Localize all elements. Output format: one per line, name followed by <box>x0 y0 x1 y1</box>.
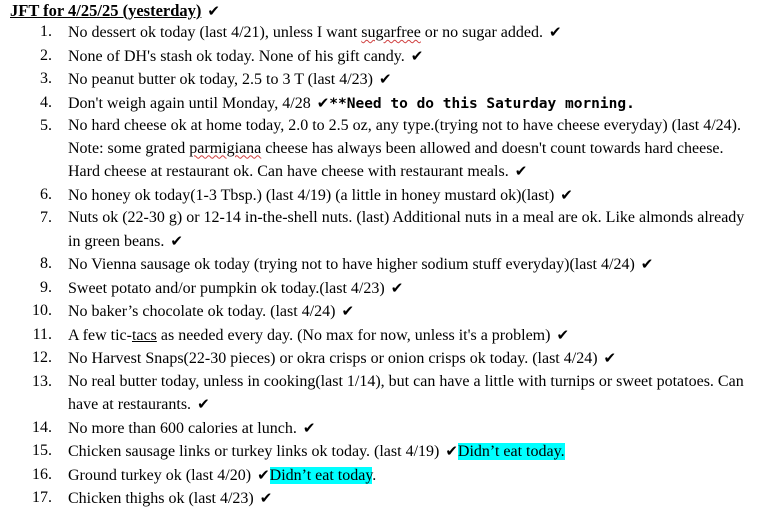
check-icon: ✔ <box>514 162 528 180</box>
check-icon: ✔ <box>259 489 273 507</box>
list-number: 10. <box>32 302 52 319</box>
list-item-text: Ground turkey ok (last 4/20) <box>68 466 252 484</box>
list-number: 14. <box>32 418 52 436</box>
list-item <box>10 45 758 69</box>
list-item <box>10 440 758 464</box>
list-number: 13. <box>32 372 52 390</box>
check-icon: ✔ <box>445 442 458 460</box>
check-icon: ✔ <box>640 255 654 273</box>
list-item-text: No Vienna sausage ok today (trying not to have higher sodium stuff everyday)(last 4/24) <box>68 256 635 273</box>
check-icon: ✔ <box>556 325 570 344</box>
food-rules-list <box>10 21 758 511</box>
list-number: 9. <box>40 278 52 296</box>
list-item-text: Sweet potato and/or pumpkin ok today.(last 4/23) <box>68 279 385 297</box>
list-item-text: No dessert ok today (last 4/21), unless I want sugarfree or no sugar added. <box>68 24 543 41</box>
list-number: 1. <box>40 23 52 40</box>
list-item-text: Chicken thighs ok (last 4/23) <box>68 490 254 507</box>
check-icon: ✔ <box>316 93 330 112</box>
list-item <box>10 115 758 184</box>
list-item-text: Nuts ok (22-30 g) or 12-14 in-the-shell nuts. (last) Additional nuts in a meal are ok. Like almonds already in green beans. <box>68 209 745 250</box>
list-number: 15. <box>32 442 52 459</box>
check-icon: ✔ <box>379 70 392 88</box>
list-number: 7. <box>40 209 52 226</box>
list-number: 2. <box>40 46 52 64</box>
list-item <box>10 417 758 441</box>
list-item-text: No baker’s chocolate ok today. (last 4/24) <box>68 303 336 320</box>
list-item-text: No more than 600 calories at lunch. <box>68 419 297 437</box>
list-item <box>10 92 758 116</box>
list-item-text: No real butter today, unless in cooking(last 1/14), but can have a little with turnips or sweet potatoes. Can have at restaurants. <box>68 372 744 413</box>
check-icon: ✔ <box>390 278 404 297</box>
list-item <box>10 487 758 511</box>
highlighted-note: Didn’t eat today <box>269 466 373 484</box>
check-icon: ✔ <box>341 302 355 320</box>
list-item <box>10 253 758 277</box>
check-icon: ✔ <box>410 46 424 65</box>
list-number: 17. <box>32 489 52 506</box>
list-item <box>10 371 758 417</box>
check-icon: ✔ <box>560 185 573 204</box>
list-item <box>10 21 758 45</box>
highlighted-note: Didn’t eat today. <box>457 443 565 460</box>
list-item-text: No Harvest Snaps(22-30 pieces) or okra crisps or onion crisps ok today. (last 4/24) <box>68 350 598 367</box>
check-icon: ✔ <box>603 349 617 367</box>
list-item-note: **Need to do this Saturday morning. <box>329 95 635 112</box>
trailing-text: . <box>372 466 377 484</box>
check-icon: ✔ <box>548 23 562 41</box>
check-icon: ✔ <box>197 395 210 413</box>
check-icon: ✔ <box>207 2 220 20</box>
list-item-text: Don't weigh again until Monday, 4/28 <box>68 94 311 112</box>
list-number: 16. <box>32 465 52 483</box>
check-icon: ✔ <box>170 231 183 250</box>
list-item-text: No honey ok today(1-3 Tbsp.) (last 4/19) (a little in honey mustard ok)(last) <box>68 186 555 204</box>
title-text: JFT for 4/25/25 (yesterday) <box>10 1 202 20</box>
list-item <box>10 464 758 488</box>
list-item-text: Chicken sausage links or turkey links ok today. (last 4/19) <box>68 443 440 460</box>
check-icon: ✔ <box>257 465 270 484</box>
list-item <box>10 347 758 371</box>
list-number: 8. <box>40 255 52 272</box>
list-item-text: None of DH's stash ok today. None of his gift candy. <box>68 47 405 65</box>
list-number: 3. <box>40 70 52 87</box>
list-item <box>10 277 758 301</box>
check-icon: ✔ <box>302 418 316 437</box>
page-title <box>10 1 758 21</box>
list-item <box>10 324 758 348</box>
document-page <box>10 0 758 511</box>
list-number: 12. <box>32 349 52 366</box>
list-item-text: No hard cheese ok at home today, 2.0 to 2.5 oz, any type.(trying not to have cheese everyday) (last 4/24). Note: some grated parmigiana cheese has always been allowed and doesn't count towards hard cheese. Hard cheese at restaurant ok. Can have cheese with restaurant meals. <box>68 117 741 180</box>
list-number: 6. <box>40 185 52 203</box>
list-number: 11. <box>32 325 52 343</box>
list-item <box>10 207 758 253</box>
list-item <box>10 68 758 92</box>
list-item-text: No peanut butter ok today, 2.5 to 3 T (last 4/23) <box>68 71 373 88</box>
list-item <box>10 300 758 324</box>
list-number: 5. <box>40 117 52 134</box>
list-number: 4. <box>40 93 52 111</box>
list-item-text: A few tic-tacs as needed every day. (No max for now, unless it's a problem) <box>68 326 551 344</box>
list-item <box>10 184 758 208</box>
